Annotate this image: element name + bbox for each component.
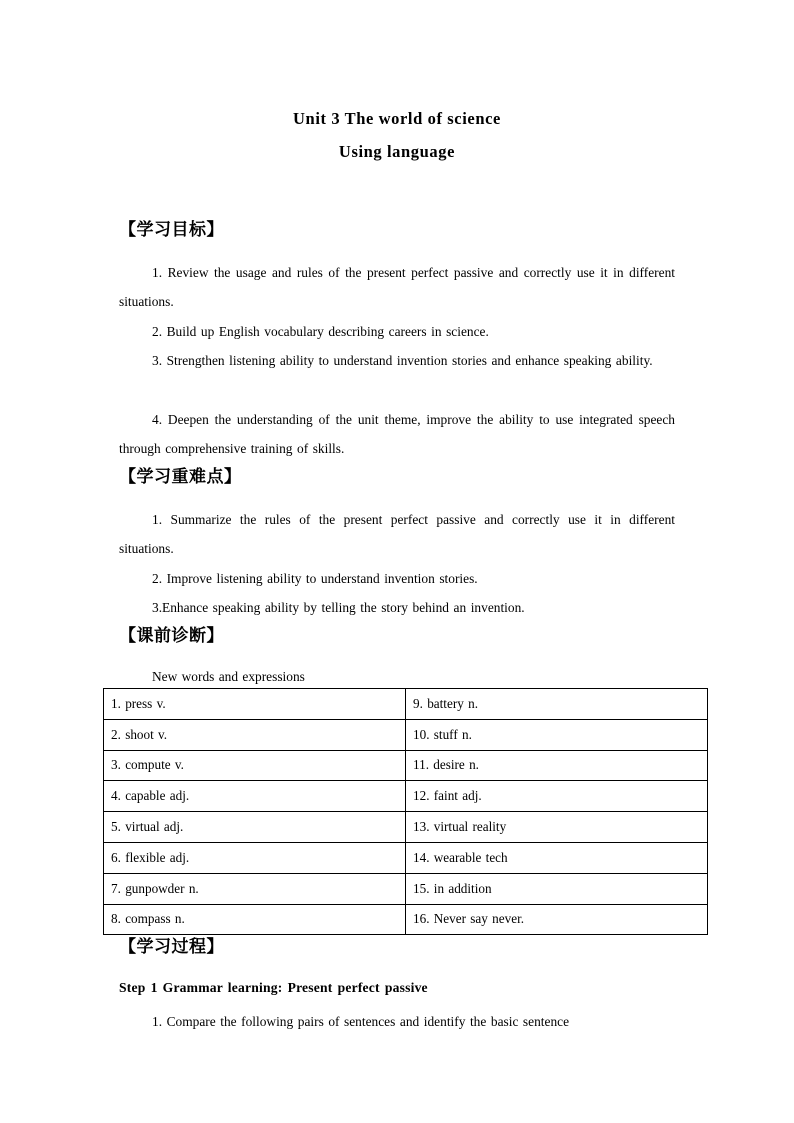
title-line-2: Using language bbox=[338, 142, 456, 161]
vocab-cell-left: 1. press v. bbox=[104, 689, 406, 720]
vocab-cell-right: 13. virtual reality bbox=[406, 812, 708, 843]
table-row bbox=[104, 904, 708, 935]
vocab-cell-left: 2. shoot v. bbox=[104, 719, 406, 750]
vocab-cell-right: 11. desire n. bbox=[406, 750, 708, 781]
heading-key-difficulties: 【学习重难点】 bbox=[119, 467, 242, 486]
vocab-cell-right: 14. wearable tech bbox=[406, 842, 708, 873]
vocabulary-table bbox=[103, 688, 708, 935]
objective-item-4: 4. Deepen the understanding of the unit theme, improve the ability to use integrated speech through comprehensive training of skills. bbox=[119, 412, 675, 457]
vocabulary-table-caption: New words and expressions bbox=[152, 669, 305, 684]
table-row bbox=[104, 689, 708, 720]
step-1-heading: Step 1 Grammar learning: Present perfect passive bbox=[119, 980, 428, 995]
vocab-cell-right: 16. Never say never. bbox=[406, 904, 708, 935]
vocab-cell-right: 15. in addition bbox=[406, 873, 708, 904]
title-line-1: Unit 3 The world of science bbox=[293, 109, 501, 128]
vocab-cell-left: 7. gunpowder n. bbox=[104, 873, 406, 904]
vocab-cell-left: 5. virtual adj. bbox=[104, 812, 406, 843]
objective-item-3: 3. Strengthen listening ability to understand invention stories and enhance speaking ability. bbox=[152, 353, 653, 368]
table-row bbox=[104, 750, 708, 781]
vocab-cell-right: 10. stuff n. bbox=[406, 719, 708, 750]
table-row bbox=[104, 781, 708, 812]
vocab-cell-left: 3. compute v. bbox=[104, 750, 406, 781]
table-row bbox=[104, 842, 708, 873]
key-point-item-2: 2. Improve listening ability to understand invention stories. bbox=[152, 571, 478, 586]
table-row bbox=[104, 812, 708, 843]
objective-item-1: 1. Review the usage and rules of the present perfect passive and correctly use it in different situations. bbox=[119, 265, 675, 310]
vocab-cell-right: 9. battery n. bbox=[406, 689, 708, 720]
objective-item-2: 2. Build up English vocabulary describing careers in science. bbox=[152, 324, 489, 339]
key-point-item-1: 1. Summarize the rules of the present perfect passive and correctly use it in different situations. bbox=[119, 512, 675, 557]
page-title bbox=[119, 102, 675, 168]
table-row bbox=[104, 719, 708, 750]
vocab-cell-right: 12. faint adj. bbox=[406, 781, 708, 812]
vocab-cell-left: 6. flexible adj. bbox=[104, 842, 406, 873]
heading-learning-objectives: 【学习目标】 bbox=[119, 220, 224, 239]
heading-pre-class-diagnosis: 【课前诊断】 bbox=[119, 626, 224, 645]
key-point-item-3: 3.Enhance speaking ability by telling the story behind an invention. bbox=[152, 600, 525, 615]
vocab-cell-left: 4. capable adj. bbox=[104, 781, 406, 812]
heading-learning-process: 【学习过程】 bbox=[119, 937, 224, 956]
vocabulary-table-body bbox=[104, 689, 708, 935]
step-1-item-1: 1. Compare the following pairs of sentences and identify the basic sentence bbox=[152, 1014, 570, 1029]
vocab-cell-left: 8. compass n. bbox=[104, 904, 406, 935]
table-row bbox=[104, 873, 708, 904]
